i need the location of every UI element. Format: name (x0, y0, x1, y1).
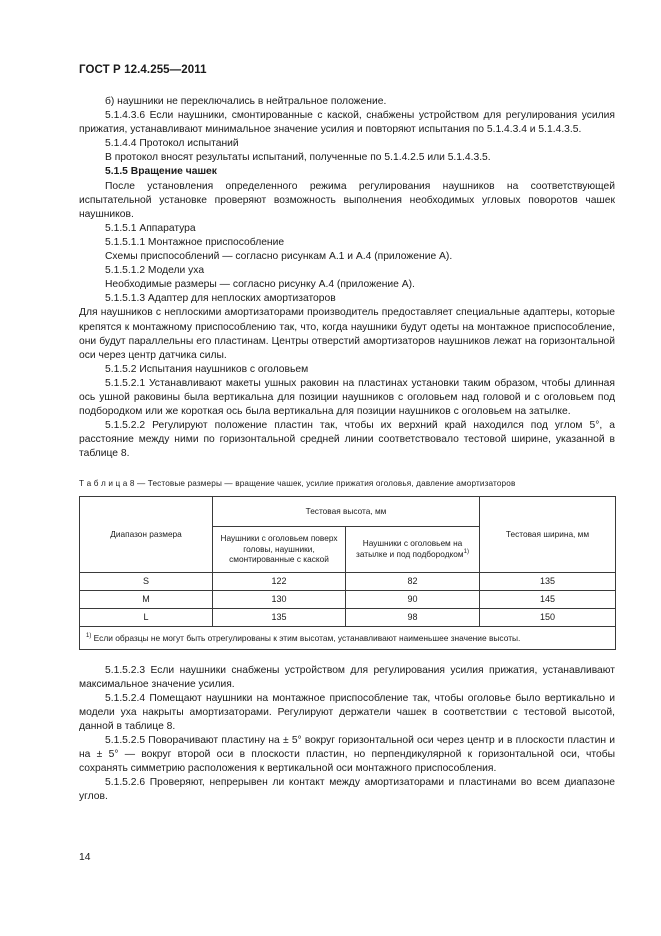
cell-width: 145 (480, 590, 616, 608)
paragraph: Схемы приспособлений — согласно рисункам А.1 и А.4 (приложение А). (105, 251, 453, 263)
paragraph: 5.1.5.1.2 Модели уха (105, 265, 205, 277)
paragraph: б) наушники не переключались в нейтральное положение. (105, 96, 387, 107)
header-test-height: Тестовая высота, мм (213, 496, 480, 526)
header-nape-chin (346, 526, 480, 572)
table-body (80, 572, 616, 626)
header-nape-chin-label: Наушники с оголовьем на затылке и под подбородком (356, 538, 464, 560)
cell-over-head: 122 (213, 572, 346, 590)
page-number: 14 (79, 852, 91, 863)
table-footnote: Если образцы не могут быть отрегулированы к этим высотам, устанавливают наименьшее значение высоты. (93, 632, 521, 643)
cell-nape-chin: 82 (346, 572, 480, 590)
cell-width: 135 (480, 572, 616, 590)
paragraph: 5.1.5.1.3 Адаптер для неплоских амортизаторов (105, 293, 336, 305)
test-dimensions-table (79, 496, 616, 650)
paragraph: 5.1.5.2.2 Регулируют положение пластин так, чтобы их верхний край находился под углом 5°, а расстояние между ними по горизонтальной средней линии соответствовало тестовой ширине, указанной в таблице 8. (79, 420, 615, 460)
paragraph: 5.1.5.2.5 Поворачивают пластину на ± 5° вокруг горизонтальной оси через центр и в плоскости пластин и на ± 5° — вокруг второй оси в плоскости пластин, но перпендикулярной к горизонтальной оси, чтобы сохранять симметрию расположения к вертикальной оси монтажного приспособления. (79, 735, 615, 775)
paragraph: 5.1.5 Вращение чашек (105, 166, 217, 178)
table-caption: Т а б л и ц а 8 — Тестовые размеры — вращение чашек, усилие прижатия оголовья, давление амортизаторов (79, 479, 516, 489)
paragraphs-top (79, 95, 615, 461)
cell-size: S (80, 572, 213, 590)
cell-over-head: 130 (213, 590, 346, 608)
paragraph: 5.1.5.2.3 Если наушники снабжены устройством для регулирования усилия прижатия, устанавливают максимальное значение усилия. (79, 664, 615, 690)
paragraph: После установления определенного режима регулирования наушников на соответствующей испытательной установке проверяют возможность выполнения необходимых угловых поворотов чашек наушников. (79, 180, 615, 220)
header-size-range: Диапазон размера (80, 496, 213, 572)
cell-size: M (80, 590, 213, 608)
paragraph: 5.1.5.1.1 Монтажное приспособление (105, 236, 285, 248)
table-row (80, 608, 616, 626)
paragraph: 5.1.5.2.6 Проверяют, непрерывен ли контакт между амортизаторами и пластинами во всем диапазоне углов. (79, 777, 615, 803)
paragraph: В протокол вносят результаты испытаний, полученные по 5.1.4.2.5 или 5.1.4.3.5. (105, 152, 491, 164)
paragraph: 5.1.4.4 Протокол испытаний (105, 138, 239, 150)
cell-width: 150 (480, 608, 616, 626)
paragraph: 5.1.5.2 Испытания наушников с оголовьем (105, 363, 309, 375)
header-test-width: Тестовая ширина, мм (480, 496, 616, 572)
document-body (79, 95, 615, 804)
paragraph: 5.1.5.2.4 Помещают наушники на монтажное приспособление так, чтобы оголовье было вертикально и модели уха накрыты амортизаторами. Регулируют держатели чашек в соответствии с тестовой высотой, данной в таблице 8. (79, 692, 615, 732)
cell-size: L (80, 608, 213, 626)
header-over-head: Наушники с оголовьем поверх головы, наушники, смонтированные с каской (213, 526, 346, 572)
cell-nape-chin: 98 (346, 608, 480, 626)
footnote-mark: 1) (86, 632, 92, 639)
paragraph: Необходимые размеры — согласно рисунку А.4 (приложение А). (105, 279, 415, 291)
paragraph: 5.1.5.2.1 Устанавливают макеты ушных раковин на пластинах установки таким образом, чтобы длинная ось ушной раковины была вертикальна для позиции наушников с оголовьем над головой и с оголовьем под подбородком или же короткая ось была вертикальна для позиции наушников с оголовьем на затылке. (79, 377, 615, 418)
paragraph: 5.1.5.1 Аппаратура (105, 222, 196, 234)
table-footnote-cell (80, 626, 616, 649)
table-row (80, 572, 616, 590)
cell-over-head: 135 (213, 608, 346, 626)
paragraph: Для наушников с неплоскими амортизаторами производитель предоставляет специальные адаптеры, которые крепятся к монтажному приспособлению так, что, когда наушники будут одеты на монтажное приспособление, они будут параллельны его пластинам. Центры отверстий амортизаторов наушников лежат на горизонтальной оси через центр датчика силы. (79, 307, 615, 361)
paragraph: 5.1.4.3.6 Если наушники, смонтированные с каской, снабжены устройством для регулирования усилия прижатия, устанавливают минимальное значение усилия и повторяют испытания по 5.1.4.3.4 и 5.1.4.3.5. (79, 110, 615, 136)
paragraphs-bottom (79, 664, 615, 805)
table-row (80, 590, 616, 608)
document-header: ГОСТ Р 12.4.255—2011 (79, 64, 207, 76)
cell-nape-chin: 90 (346, 590, 480, 608)
header-footnote-mark: 1) (463, 549, 469, 556)
